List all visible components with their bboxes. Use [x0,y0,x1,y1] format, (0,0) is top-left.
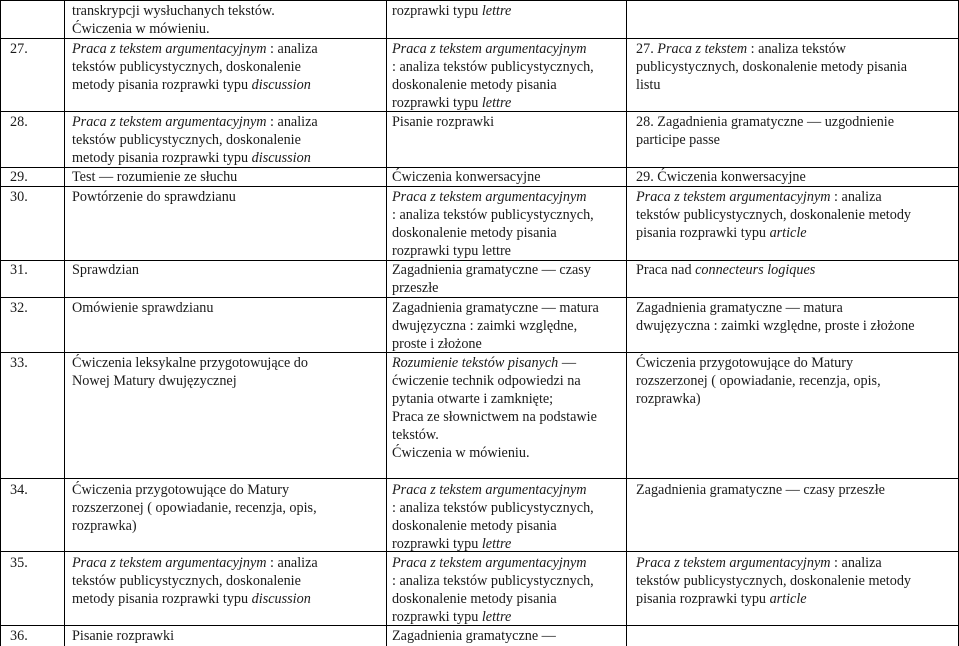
cell-line: Praca z tekstem argumentacyjnym : analiza [72,114,318,130]
cell-topic-b [392,354,597,462]
cell-line: Zagadnienia gramatyczne — matura [636,300,843,316]
cell-line: Pisanie rozprawki [72,628,175,644]
cell-line: rozprawki typu lettre [392,243,511,259]
cell-line: Zagadnienia gramatyczne — czasy przeszłe [636,482,885,498]
cell-line: Zagadnienia gramatyczne — czasy [392,262,591,278]
column-divider [64,0,65,646]
lesson-number: 31. [10,262,28,278]
lesson-number: 27. [10,41,28,57]
cell-line: doskonalenie metody pisania [392,77,557,93]
row-divider [0,478,959,479]
cell-topic-a [72,113,318,167]
lesson-number: 28. [10,114,28,130]
cell-line: rozszerzonej ( opowiadanie, recenzja, opis, [72,500,317,516]
cell-line: Praca z tekstem argumentacyjnym [392,482,587,498]
cell-line: tekstów publicystycznych, doskonalenie metody [636,573,912,589]
lesson-number: 30. [10,189,28,205]
cell-topic-b [392,261,591,297]
cell-topic-c [636,261,815,279]
cell-topic-c [636,299,915,335]
cell-line: rozprawki typu lettre [392,536,512,552]
cell-line: Sprawdzian [72,262,139,278]
cell-line: Ćwiczenia w mówieniu. [72,21,210,37]
cell-line: rozprawka) [636,391,701,407]
table-left-border [0,0,1,646]
cell-line: listu [636,77,661,93]
cell-topic-c [636,40,907,94]
cell-topic-c [636,168,806,186]
cell-line: tekstów publicystycznych, doskonalenie metody [636,207,912,223]
cell-topic-b [392,554,594,626]
column-divider [626,0,627,646]
cell-line: dwujęzyczna : zaimki względne, proste i złożone [636,318,915,334]
cell-line: tekstów publicystycznych, doskonalenie [72,59,301,75]
cell-line: rozprawki typu lettre [392,3,512,19]
cell-topic-a [72,40,318,94]
cell-line: pisania rozprawki typu article [636,225,807,241]
cell-line: Test — rozumienie ze słuchu [72,169,238,185]
cell-line: metody pisania rozprawki typu discussion [72,77,311,93]
cell-topic-c [636,481,885,499]
lesson-number: 35. [10,555,28,571]
cell-line: Ćwiczenia konwersacyjne [392,169,541,185]
cell-line: 29. Ćwiczenia konwersacyjne [636,169,806,185]
cell-topic-a [72,261,139,279]
cell-line: Praca z tekstem argumentacyjnym : analiza [72,41,318,57]
cell-topic-a [72,554,318,608]
cell-topic-b [392,481,594,553]
cell-line: Praca z tekstem argumentacyjnym : analiza [636,189,882,205]
cell-line: rozprawki typu lettre [392,609,512,625]
lesson-number: 34. [10,482,28,498]
cell-line: ćwiczenie technik odpowiedzi na [392,373,581,389]
cell-line: dwujęzyczna : zaimki względne, [392,318,578,334]
cell-line: rozprawka) [72,518,137,534]
column-divider [386,0,387,646]
cell-topic-a [72,481,317,535]
row-divider [0,38,959,39]
cell-line: Praca z tekstem argumentacyjnym : analiza [636,555,882,571]
cell-line: Ćwiczenia przygotowujące do Matury [72,482,290,498]
cell-topic-a [72,188,236,206]
cell-line: Pisanie rozprawki [392,114,495,130]
cell-line: pytania otwarte i zamknięte; [392,391,554,407]
cell-topic-c [636,188,911,242]
row-divider [0,186,959,187]
cell-line: 27. Praca z tekstem : analiza tekstów [636,41,847,57]
cell-topic-a [72,354,308,390]
cell-line: Ćwiczenia leksykalne przygotowujące do [72,355,308,371]
cell-line: Ćwiczenia w mówieniu. [392,445,530,461]
cell-line: : analiza tekstów publicystycznych, [392,207,594,223]
lesson-number: 29. [10,169,28,185]
cell-topic-b [392,2,511,20]
cell-line: doskonalenie metody pisania [392,518,557,534]
cell-topic-b [392,40,594,112]
cell-line: przeszłe [392,280,439,296]
cell-topic-b [392,168,541,186]
cell-line: rozprawki typu lettre [392,95,512,111]
row-divider [0,297,959,298]
lesson-number: 32. [10,300,28,316]
cell-line: tekstów publicystycznych, doskonalenie [72,132,301,148]
cell-line: Praca z tekstem argumentacyjnym : analiza [72,555,318,571]
cell-line: : analiza tekstów publicystycznych, [392,59,594,75]
cell-topic-c [636,113,894,149]
cell-topic-a [72,168,237,186]
cell-topic-a [72,627,174,645]
cell-line: Praca z tekstem argumentacyjnym [392,555,587,571]
cell-line: rozszerzonej ( opowiadanie, recenzja, opis, [636,373,881,389]
cell-topic-c [636,554,911,608]
cell-line: Powtórzenie do sprawdzianu [72,189,236,205]
table-top-border [0,0,959,1]
cell-line: doskonalenie metody pisania [392,591,557,607]
lesson-number: 33. [10,355,28,371]
cell-line: publicystycznych, doskonalenie metody pisania [636,59,908,75]
cell-line: : analiza tekstów publicystycznych, [392,573,594,589]
cell-line: participe passe [636,132,720,148]
cell-line: tekstów. [392,427,439,443]
cell-line: Praca ze słownictwem na podstawie [392,409,597,425]
cell-topic-a [72,299,213,317]
cell-topic-b [392,113,494,131]
cell-line: transkrypcji wysłuchanych tekstów. [72,3,275,19]
cell-line: metody pisania rozprawki typu discussion [72,591,311,607]
cell-line: tekstów publicystycznych, doskonalenie [72,573,301,589]
cell-line: doskonalenie metody pisania [392,225,557,241]
cell-line: 28. Zagadnienia gramatyczne — uzgodnienie [636,114,895,130]
cell-line: : analiza tekstów publicystycznych, [392,500,594,516]
cell-topic-b [392,188,594,260]
lesson-number: 36. [10,628,28,644]
cell-line: Praca z tekstem argumentacyjnym [392,41,587,57]
cell-topic-c [636,354,881,408]
cell-topic-a [72,2,275,38]
cell-line: Omówienie sprawdzianu [72,300,214,316]
cell-topic-b [392,299,599,353]
cell-line: Praca z tekstem argumentacyjnym [392,189,587,205]
cell-line: Praca nad connecteurs logiques [636,262,816,278]
cell-line: Ćwiczenia przygotowujące do Matury [636,355,854,371]
cell-line: proste i złożone [392,336,482,352]
cell-line: Zagadnienia gramatyczne — [392,628,556,644]
cell-line: Nowej Matury dwujęzycznej [72,373,237,389]
cell-line: Zagadnienia gramatyczne — matura [392,300,599,316]
cell-line: Rozumienie tekstów pisanych — [392,355,577,371]
cell-line: pisania rozprawki typu article [636,591,807,607]
cell-line: metody pisania rozprawki typu discussion [72,150,311,166]
cell-topic-b [392,627,556,645]
